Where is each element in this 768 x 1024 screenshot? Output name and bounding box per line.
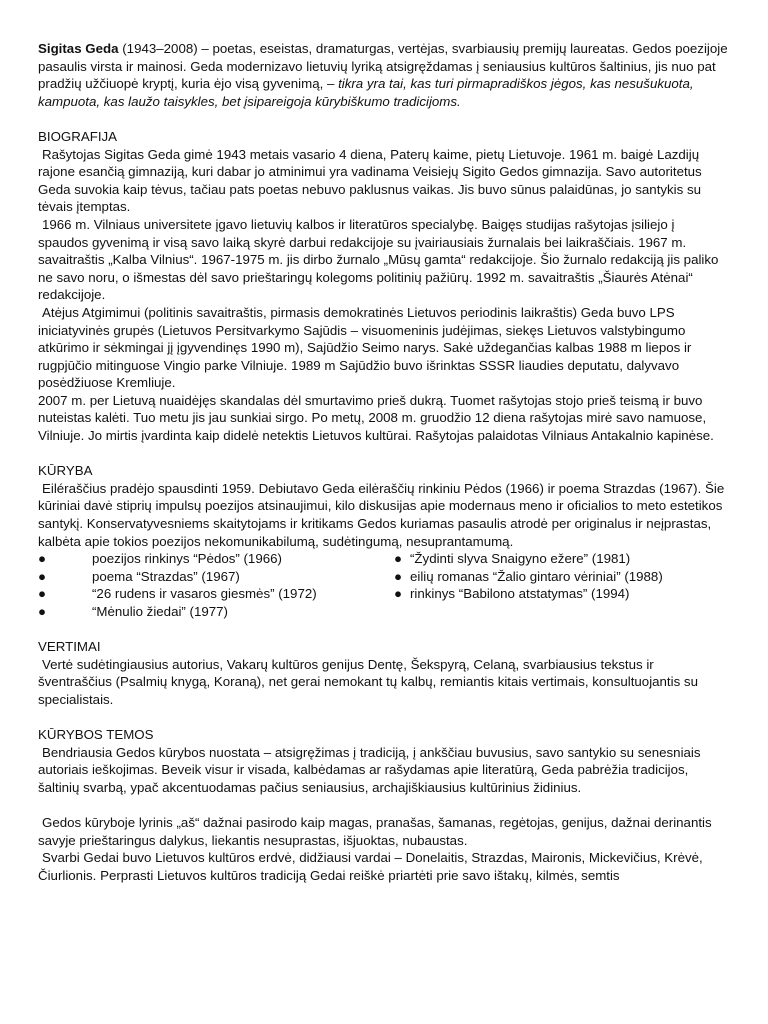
list-item [394,568,663,586]
section-vertimai [38,638,728,708]
section-kurybos-temos [38,726,728,884]
list-item-text: eilių romanas “Žalio gintaro vėriniai” (1988) [410,568,663,584]
paragraph: Svarbi Gedai buvo Lietuvos kultūros erdvė, didžiausi vardai – Donelaitis, Strazdas, Maironis, Mickevičius, Krėvė, Čiurlionis. Perprasti Lietuvos kultūros tradiciją Gedai reiškė priartėti prie savo ištakų, kilmės, semtis [38,850,703,883]
list-item [38,568,317,586]
intro-paragraph [38,40,728,110]
paragraph: Vertė sudėtingiausius autorius, Vakarų kultūros genijus Dentę, Šekspyrą, Celaną, svarbiausius tekstus ir šventraščius (Psalmių knygą, Koraną), net gerai nemokant tų kalbų, remiantis kitais vertimais, konsultuojantis su specialistais. [38,656,698,707]
section-heading: BIOGRAFIJA [38,128,118,144]
author-name: Sigitas Geda [38,41,119,56]
bullet-icon: ● [38,568,47,584]
bullet-icon: ● [38,551,47,567]
bullet-icon: ● [394,568,403,584]
list-item [394,585,663,603]
intro-quote: tikra yra tai, kas turi pirmapradiškos jėgos, kas nesušukuota, kampuota, kas laužo taisykles, bet įsipareigoja kūrybiškumo tradicijoms. [38,76,694,109]
section-kuryba [38,462,728,620]
works-list [38,550,728,620]
list-item-text: rinkinys “Babilono atstatymas” (1994) [410,586,630,602]
section-heading: KŪRYBA [38,463,93,479]
paragraph: 1966 m. Vilniaus universitete įgavo lietuvių kalbos ir literatūros specialybę. Baigęs studijas rašytojas įsiliejo į spaudos gyvenimą ir visą savo laiką skyrė darbui redakcijoje su įvairiausiais žurnalais bei laikraščiais. 1967 m. savaitraštis „Kalba Vilnius“. 1967-1975 m. jis dirbo žurnalo „Mūsų gamta“ redakcijoje. Šio žurnalo redakciją jis paliko ne savo noru, o išmestas dėl savo prieštaringų kolegoms politinių pažiūrų. 1992 m. savaitraštis „Šiaurės Atėnai“ redakcijoje. [38,216,719,303]
list-item [38,585,317,603]
list-item-text: “Žydinti slyva Snaigyno ežere” (1981) [410,551,631,567]
bullet-icon: ● [38,586,47,602]
works-list-left [38,550,317,620]
section-heading: KŪRYBOS TEMOS [38,727,154,743]
list-item-text: “26 rudens ir vasaros giesmės” (1972) [92,586,317,602]
paragraph: 2007 m. per Lietuvą nuaidėjęs skandalas dėl smurtavimo prieš dukrą. Tuomet rašytojas stojo prieš teismą ir buvo nuteistas kalėti. Tuo metu jis jau sunkiai sirgo. Po metų, 2008 m. gruodžio 12 diena rašytojas mirė savo namuose, Vilniuje. Jo mirtis įvardinta kaip didelė netektis Lietuvos kultūrai. Rašytojas palaidotas Vilniaus Antakalnio kapinėse. [38,392,714,444]
bullet-icon: ● [394,586,403,602]
paragraph-spacer [38,797,728,815]
list-item [38,603,317,621]
paragraph: Bendriausia Gedos kūrybos nuostata – atsigręžimas į tradiciją, į ankščiau buvusius, savo santykio su senesniais autoriais ieškojimas. Beveik visur ir visada, kalbėdamas ar rašydamas apie literatūrą, Geda pabrėžia tradicijos, šaltinių svarbą, ypač akcentuodamas pačius seniausius, archajiškiausius kultūrinius židinius. [38,744,701,795]
list-item-text: poezijos rinkinys “Pėdos” (1966) [92,551,282,567]
works-list-right [394,550,663,603]
paragraph: Eiléraščius pradėjo spausdinti 1959. Debiutavo Geda eilėraščių rinkiniu Pėdos (1966) ir poema Strazdas (1967). Šie kūriniai davė stiprių impulsų poezijos atsinaujimui, kilo diskusijas apie modernaus meno ir oficialios to meto estetikos santykį. Konservatyvesniems skaitytojams ir kritikams Gedos kuriamas pasaulis atrodė per originalus ir neįprastas, kalbėta apie tokios poezijos nekomunikabilumą, sudėtingumą, nesuprantamumą. [38,480,725,549]
section-biografija [38,128,728,445]
intro-text: (1943–2008) – poetas, eseistas, dramaturgas, vertėjas, svarbiausių premijų laureatas. Gedos poezijoje pasaulis virsta ir mainosi. Geda modernizavo lietuvių lyriką atsigręždamas į seniausius kultūros šaltinius, jis nuo pat pradžių užčiuopė kryptį, kuria ėjo visą gyvenimą, – [38,41,728,92]
bullet-icon: ● [38,604,47,619]
bullet-icon: ● [394,551,403,567]
paragraph: Gedos kūryboje lyrinis „aš“ dažnai pasirodo kaip magas, pranašas, šamanas, regėtojas, genijus, dažnai derinantis savyje prieštaringus dalykus, liekantis nesuprastas, išjuoktas, nubaustas. [38,815,712,848]
list-item-text: poema “Strazdas” (1967) [92,568,240,584]
section-heading: VERTIMAI [38,639,101,655]
paragraph: Rašytojas Sigitas Geda gimė 1943 metais vasario 4 diena, Paterų kaime, pietų Lietuvoje. 1961 m. baigė Lazdijų rajone esančią gimnaziją, kuri dabar jo atminimui yra vadinama Veisiejų Sigito Gedos gimnazija. Savo autoritetus Geda suvokia kaip tėvus, tačiau pats poetas nebuvo paklusnus vaikas. Jis buvo sūnus palaidūnas, jo santykis su tėvais įtemptas. [38,146,702,215]
paragraph: Atėjus Atgimimui (politinis savaitraštis, pirmasis demokratinės Lietuvos periodinis laikraštis) Geda buvo LPS iniciatyvinės grupės (Lietuvos Persitvarkymo Sajūdis – visuomeninis judėjimas, siekęs Lietuvos valstybingumo atkūrimo ir sėkmingai jį įgyvendinęs 1990 m), Sajūdžio Seimo narys. Sakė uždegančias kalbas 1988 m liepos ir rugpjūčio mitinguose Vingio parke Vilniuje. 1989 m Sajūdžio buvo išrinktas SSSR liaudies deputatu, dalyvavo posėdžiuose Kremliuje. [38,304,692,391]
list-item [38,550,317,568]
list-item-text: “Mėnulio žiedai” (1977) [92,604,228,619]
list-item [394,550,663,568]
